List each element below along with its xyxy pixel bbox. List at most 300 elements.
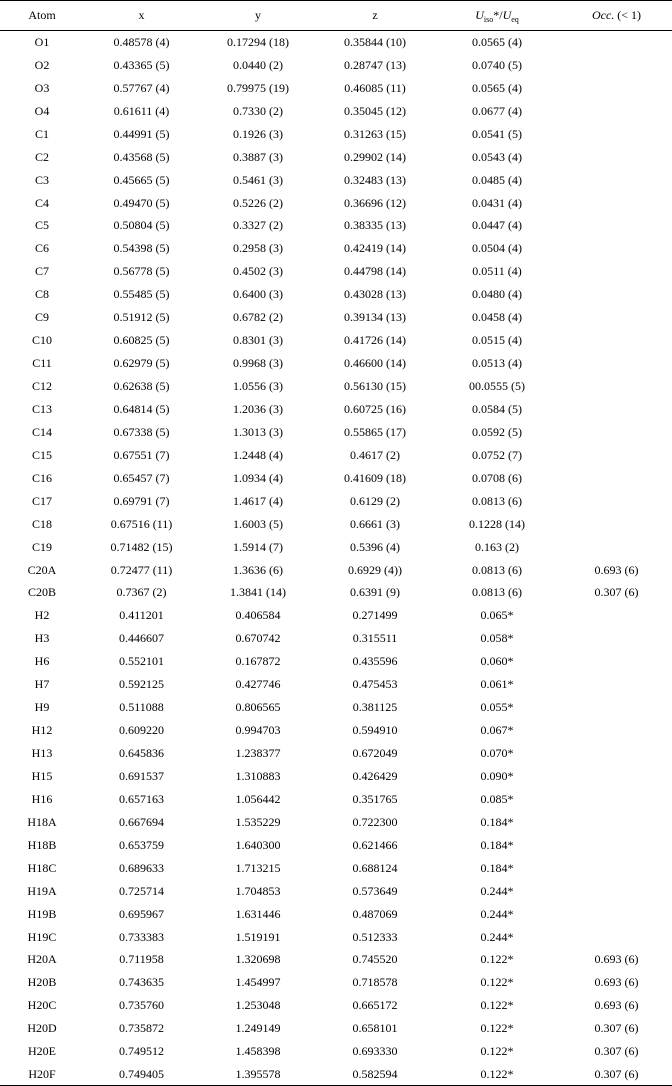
table-row xyxy=(0,99,672,122)
cell-z: 0.594910 xyxy=(352,723,398,738)
cell-uiso-ueq: 00.0555 (5) xyxy=(469,379,525,394)
cell-uiso-ueq: 0.058* xyxy=(480,631,514,646)
cell-z: 0.718578 xyxy=(352,975,398,990)
cell-z: 0.6129 (2) xyxy=(350,493,400,508)
cell-y: 0.4502 (3) xyxy=(233,264,283,279)
cell-x: 0.60825 (5) xyxy=(113,333,170,348)
cell-z: 0.5396 (4) xyxy=(350,539,400,554)
cell-atom: H20D xyxy=(27,1021,57,1036)
cell-x: 0.691537 xyxy=(119,768,164,783)
cell-y: 1.395578 xyxy=(199,1063,317,1086)
cell-z: 0.426429 xyxy=(352,768,398,783)
cell-atom: C10 xyxy=(31,333,52,348)
cell-occupancy xyxy=(561,696,672,719)
table-row xyxy=(0,604,672,627)
cell-y: 1.640300 xyxy=(235,837,281,852)
cell-y: 0.2958 (3) xyxy=(233,241,283,256)
cell-atom: C9 xyxy=(34,310,49,325)
cell-y: 0.79975 (19) xyxy=(227,80,289,95)
header-uiso-mid: */ xyxy=(493,7,503,22)
cell-z: 0.39134 (13) xyxy=(344,310,406,325)
cell-atom: H19A xyxy=(27,883,57,898)
cell-z: 0.271499 xyxy=(352,608,398,623)
cell-uiso-ueq: 0.090* xyxy=(480,768,514,783)
cell-z: 0.487069 xyxy=(352,906,398,921)
cell-uiso-ueq: 0.122* xyxy=(480,998,514,1013)
cell-occupancy xyxy=(561,352,672,375)
cell-x: 0.657163 xyxy=(119,791,164,806)
cell-atom: H12 xyxy=(31,723,53,738)
cell-y: 1.3013 (3) xyxy=(233,424,283,439)
cell-y: 0.17294 (18) xyxy=(227,35,289,50)
table-row xyxy=(0,443,672,466)
cell-x: 0.57767 (4) xyxy=(113,80,170,95)
table-row xyxy=(0,306,672,329)
header-uiso-u2: U xyxy=(502,7,512,22)
cell-occupancy: 0.307 (6) xyxy=(594,1021,639,1036)
cell-atom: H19B xyxy=(27,906,57,921)
cell-uiso-ueq: 0.0513 (4) xyxy=(472,356,522,371)
cell-z: 0.35045 (12) xyxy=(344,103,406,118)
cell-x: 0.45665 (5) xyxy=(113,172,170,187)
cell-uiso-ueq: 0.122* xyxy=(480,1021,514,1036)
cell-uiso-ueq: 0.0511 (4) xyxy=(472,264,522,279)
table-row xyxy=(0,31,672,54)
cell-occupancy xyxy=(561,375,672,398)
cell-y: 0.8301 (3) xyxy=(233,333,283,348)
table-row xyxy=(0,833,672,856)
table-row xyxy=(0,902,672,925)
cell-y: 1.2036 (3) xyxy=(233,401,283,416)
cell-z: 0.41609 (18) xyxy=(344,470,406,485)
cell-z: 0.621466 xyxy=(352,837,398,852)
header-occupancy xyxy=(561,1,672,31)
cell-z: 0.475453 xyxy=(352,677,398,692)
cell-uiso-ueq: 0.0504 (4) xyxy=(472,241,522,256)
cell-y: 1.0934 (4) xyxy=(233,470,283,485)
cell-uiso-ueq: 0.0752 (7) xyxy=(472,447,522,462)
cell-occupancy: 0.693 (6) xyxy=(594,952,639,967)
cell-occupancy xyxy=(561,742,672,765)
cell-y: 1.704853 xyxy=(235,883,281,898)
cell-occupancy: 0.693 (6) xyxy=(594,562,639,577)
cell-x: 0.62979 (5) xyxy=(113,356,170,371)
cell-atom: H9 xyxy=(34,700,50,715)
cell-uiso-ueq: 0.184* xyxy=(480,837,514,852)
cell-y: 0.670742 xyxy=(235,631,281,646)
cell-y: 0.6782 (2) xyxy=(233,310,283,325)
cell-x: 0.735872 xyxy=(119,1021,164,1036)
table-header xyxy=(0,1,672,31)
cell-z: 0.60725 (16) xyxy=(344,401,406,416)
cell-atom: O1 xyxy=(34,35,50,50)
cell-uiso-ueq: 0.0592 (5) xyxy=(472,424,522,439)
cell-y: 1.3841 (14) xyxy=(230,585,286,600)
cell-y: 1.238377 xyxy=(235,746,281,761)
cell-atom: H20A xyxy=(27,952,57,967)
cell-atom: C11 xyxy=(32,356,52,371)
table-row xyxy=(0,558,672,581)
cell-z: 0.6391 (9) xyxy=(350,585,400,600)
cell-occupancy xyxy=(561,879,672,902)
cell-x: 0.411201 xyxy=(119,608,164,623)
table-row xyxy=(0,856,672,879)
cell-uiso-ueq: 0.0740 (5) xyxy=(472,57,522,72)
cell-occupancy xyxy=(561,604,672,627)
cell-occupancy: 0.307 (6) xyxy=(561,1063,672,1086)
table-row xyxy=(0,948,672,971)
cell-y: 0.167872 xyxy=(235,654,281,669)
cell-uiso-ueq: 0.0480 (4) xyxy=(472,287,522,302)
cell-uiso-ueq: 0.122* xyxy=(480,1044,514,1059)
table-row xyxy=(0,650,672,673)
cell-z: 0.512333 xyxy=(352,929,398,944)
table-row xyxy=(0,420,672,443)
cell-occupancy xyxy=(561,443,672,466)
cell-occupancy: 0.307 (6) xyxy=(594,585,639,600)
cell-x: 0.743635 xyxy=(119,975,164,990)
cell-atom: O2 xyxy=(34,57,50,72)
cell-x: 0.67551 (7) xyxy=(113,447,170,462)
cell-occupancy xyxy=(561,53,672,76)
cell-y: 1.535229 xyxy=(235,814,281,829)
cell-atom: C15 xyxy=(31,447,52,462)
table-row xyxy=(0,76,672,99)
cell-z: 0.672049 xyxy=(352,746,398,761)
header-uiso-ueq xyxy=(433,1,561,31)
cell-uiso-ueq: 0.184* xyxy=(480,860,514,875)
header-atom: Atom xyxy=(0,1,84,31)
cell-x: 0.49470 (5) xyxy=(113,195,170,210)
cell-uiso-ueq: 0.0543 (4) xyxy=(472,149,522,164)
table-row xyxy=(0,765,672,788)
cell-z: 0.46085 (11) xyxy=(344,80,406,95)
cell-y: 0.5461 (3) xyxy=(233,172,283,187)
cell-x: 0.72477 (11) xyxy=(110,562,173,577)
cell-x: 0.667694 xyxy=(119,814,164,829)
cell-atom: C18 xyxy=(31,516,52,531)
cell-x: 0.65457 (7) xyxy=(113,470,170,485)
cell-occupancy xyxy=(561,306,672,329)
cell-x: 0.733383 xyxy=(119,929,164,944)
cell-uiso-ueq: 0.0813 (6) xyxy=(472,562,522,577)
cell-uiso-ueq: 0.1228 (14) xyxy=(469,516,525,531)
cell-x: 0.71482 (15) xyxy=(110,539,173,554)
cell-uiso-ueq: 0.122* xyxy=(433,1063,561,1086)
cell-x: 0.592125 xyxy=(119,677,164,692)
table-row xyxy=(0,466,672,489)
cell-atom: C3 xyxy=(34,172,49,187)
cell-y: 1.458398 xyxy=(235,1044,281,1059)
cell-uiso-ueq: 0.0458 (4) xyxy=(472,310,522,325)
cell-x: 0.609220 xyxy=(119,723,164,738)
cell-y: 1.2448 (4) xyxy=(233,447,283,462)
cell-occupancy xyxy=(561,856,672,879)
cell-y: 0.1926 (3) xyxy=(233,126,283,141)
table-row xyxy=(0,512,672,535)
cell-x: 0.44991 (5) xyxy=(113,126,170,141)
cell-x: 0.43365 (5) xyxy=(113,57,170,72)
cell-atom: C12 xyxy=(31,379,52,394)
cell-y: 1.249149 xyxy=(235,1021,281,1036)
cell-occupancy xyxy=(561,810,672,833)
cell-atom: C14 xyxy=(31,424,52,439)
cell-x: 0.62638 (5) xyxy=(113,379,170,394)
table-row xyxy=(0,925,672,948)
cell-z: 0.573649 xyxy=(352,883,398,898)
cell-uiso-ueq: 0.085* xyxy=(480,791,514,806)
cell-occupancy xyxy=(561,168,672,191)
cell-x: 0.689633 xyxy=(119,860,164,875)
cell-y: 0.406584 xyxy=(235,608,281,623)
cell-y: 1.6003 (5) xyxy=(233,516,283,531)
cell-z: 0.31263 (15) xyxy=(344,126,406,141)
cell-uiso-ueq: 0.0485 (4) xyxy=(472,172,522,187)
cell-y: 0.6400 (3) xyxy=(233,287,283,302)
cell-z: 0.4617 (2) xyxy=(350,447,400,462)
cell-atom: C13 xyxy=(31,401,52,416)
cell-z: 0.693330 xyxy=(352,1044,398,1059)
cell-occupancy xyxy=(561,122,672,145)
cell-occupancy xyxy=(561,99,672,122)
cell-occupancy xyxy=(561,329,672,352)
table-row xyxy=(0,329,672,352)
cell-z: 0.6661 (3) xyxy=(350,516,400,531)
table-row xyxy=(0,145,672,168)
cell-x: 0.50804 (5) xyxy=(113,218,170,233)
cell-atom: H20E xyxy=(28,1044,56,1059)
cell-y: 0.9968 (3) xyxy=(233,356,283,371)
cell-atom: H3 xyxy=(34,631,50,646)
cell-x: 0.51912 (5) xyxy=(113,310,170,325)
cell-uiso-ueq: 0.0447 (4) xyxy=(472,218,522,233)
cell-z: 0.351765 xyxy=(352,791,398,806)
cell-uiso-ueq: 0.0431 (4) xyxy=(472,195,522,210)
cell-z: 0.43028 (13) xyxy=(344,287,406,302)
cell-z: 0.46600 (14) xyxy=(344,356,406,371)
cell-uiso-ueq: 0.244* xyxy=(480,906,514,921)
cell-occupancy xyxy=(561,214,672,237)
cell-occupancy xyxy=(561,283,672,306)
table-row xyxy=(0,53,672,76)
cell-uiso-ueq: 0.0584 (5) xyxy=(472,401,522,416)
cell-occupancy xyxy=(561,145,672,168)
cell-atom: C4 xyxy=(34,195,49,210)
table-row xyxy=(0,994,672,1017)
cell-uiso-ueq: 0.244* xyxy=(480,883,514,898)
cell-x: 0.511088 xyxy=(119,700,164,715)
table-row xyxy=(0,581,672,604)
cell-atom: H15 xyxy=(31,768,53,783)
table-row xyxy=(0,742,672,765)
cell-y: 1.320698 xyxy=(235,952,281,967)
table-row xyxy=(0,696,672,719)
cell-uiso-ueq: 0.244* xyxy=(480,929,514,944)
header-uiso-sub1: iso xyxy=(483,14,494,24)
cell-atom: H18B xyxy=(27,837,57,852)
cell-z: 0.28747 (13) xyxy=(344,57,406,72)
table-row xyxy=(0,122,672,145)
table-row xyxy=(0,787,672,810)
cell-atom: C20B xyxy=(27,585,56,600)
cell-x: 0.725714 xyxy=(119,883,164,898)
cell-x: 0.749512 xyxy=(119,1044,164,1059)
header-x: x xyxy=(84,1,199,31)
cell-uiso-ueq: 0.0813 (6) xyxy=(472,493,522,508)
cell-x: 0.653759 xyxy=(119,837,164,852)
cell-y: 1.056442 xyxy=(235,791,281,806)
cell-y: 1.631446 xyxy=(235,906,281,921)
cell-z: 0.582594 xyxy=(317,1063,433,1086)
cell-x: 0.64814 (5) xyxy=(113,401,170,416)
cell-y: 0.5226 (2) xyxy=(233,195,283,210)
table-row xyxy=(0,879,672,902)
cell-atom: C17 xyxy=(31,493,52,508)
cell-y: 0.0440 (2) xyxy=(233,57,283,72)
cell-y: 0.3887 (3) xyxy=(233,149,283,164)
cell-atom: C5 xyxy=(34,218,49,233)
cell-y: 1.5914 (7) xyxy=(233,539,283,554)
cell-uiso-ueq: 0.184* xyxy=(480,814,514,829)
cell-y: 1.310883 xyxy=(235,768,281,783)
cell-occupancy: 0.307 (6) xyxy=(594,1044,639,1059)
cell-atom: H13 xyxy=(31,746,53,761)
cell-atom: H20F xyxy=(0,1063,84,1086)
cell-x: 0.61611 (4) xyxy=(113,103,170,118)
cell-z: 0.38335 (13) xyxy=(344,218,406,233)
cell-atom: H18A xyxy=(27,814,57,829)
cell-z: 0.32483 (13) xyxy=(344,172,406,187)
cell-uiso-ueq: 0.067* xyxy=(480,723,514,738)
cell-occupancy xyxy=(561,925,672,948)
cell-x: 0.7367 (2) xyxy=(116,585,167,600)
cell-atom: O3 xyxy=(34,80,50,95)
cell-atom: C1 xyxy=(34,126,49,141)
cell-uiso-ueq: 0.0541 (5) xyxy=(472,126,522,141)
cell-atom: C19 xyxy=(31,539,52,554)
cell-uiso-ueq: 0.061* xyxy=(480,677,514,692)
table-row xyxy=(0,673,672,696)
cell-y: 1.4617 (4) xyxy=(233,493,283,508)
cell-atom: C6 xyxy=(34,241,49,256)
cell-z: 0.56130 (15) xyxy=(344,379,406,394)
cell-x: 0.48578 (4) xyxy=(113,35,170,50)
table-row xyxy=(0,1017,672,1040)
cell-y: 1.454997 xyxy=(235,975,281,990)
cell-y: 1.0556 (3) xyxy=(233,379,283,394)
table-row xyxy=(0,237,672,260)
cell-x: 0.54398 (5) xyxy=(113,241,170,256)
cell-uiso-ueq: 0.0565 (4) xyxy=(472,35,522,50)
cell-occupancy xyxy=(561,833,672,856)
cell-z: 0.41726 (14) xyxy=(344,333,406,348)
table-body xyxy=(0,31,672,1086)
cell-occupancy xyxy=(561,535,672,558)
cell-x: 0.711958 xyxy=(119,952,164,967)
cell-y: 0.806565 xyxy=(235,700,281,715)
header-uiso-sub2: eq xyxy=(511,14,519,24)
cell-uiso-ueq: 0.0677 (4) xyxy=(472,103,522,118)
cell-y: 1.3636 (6) xyxy=(233,562,283,577)
table-row xyxy=(0,214,672,237)
cell-occupancy xyxy=(561,398,672,421)
cell-z: 0.688124 xyxy=(352,860,398,875)
cell-z: 0.665172 xyxy=(352,998,398,1013)
cell-atom: H18C xyxy=(27,860,57,875)
cell-atom: C7 xyxy=(34,264,49,279)
cell-y: 0.3327 (2) xyxy=(233,218,283,233)
cell-uiso-ueq: 0.0813 (6) xyxy=(472,585,522,600)
cell-x: 0.735760 xyxy=(119,998,164,1013)
cell-uiso-ueq: 0.0515 (4) xyxy=(472,333,522,348)
cell-uiso-ueq: 0.122* xyxy=(480,975,514,990)
cell-occupancy xyxy=(561,191,672,214)
cell-occupancy xyxy=(561,787,672,810)
header-y: y xyxy=(199,1,317,31)
cell-atom: C16 xyxy=(31,470,52,485)
header-row xyxy=(0,1,672,31)
table-row xyxy=(0,810,672,833)
cell-x: 0.695967 xyxy=(119,906,164,921)
cell-x: 0.446607 xyxy=(119,631,164,646)
table-row xyxy=(0,1040,672,1063)
cell-occupancy xyxy=(561,420,672,443)
cell-atom: H2 xyxy=(34,608,50,623)
cell-y: 1.253048 xyxy=(235,998,281,1013)
cell-occupancy xyxy=(561,466,672,489)
cell-occupancy xyxy=(561,237,672,260)
cell-y: 1.519191 xyxy=(235,929,281,944)
table-row xyxy=(0,168,672,191)
cell-atom: C20A xyxy=(27,562,57,577)
table-row xyxy=(0,489,672,512)
cell-occupancy xyxy=(561,719,672,742)
cell-y: 0.427746 xyxy=(235,677,281,692)
header-occ-rest: (< 1) xyxy=(614,8,642,22)
table-row xyxy=(0,627,672,650)
cell-z: 0.55865 (17) xyxy=(344,424,406,439)
cell-occupancy xyxy=(561,31,672,54)
cell-occupancy: 0.693 (6) xyxy=(594,975,639,990)
cell-x: 0.56778 (5) xyxy=(113,264,170,279)
cell-uiso-ueq: 0.060* xyxy=(480,654,514,669)
table-row xyxy=(0,352,672,375)
cell-y: 1.713215 xyxy=(235,860,281,875)
table-row xyxy=(0,971,672,994)
cell-z: 0.658101 xyxy=(352,1021,398,1036)
header-occ-italic: Occ. xyxy=(591,8,615,22)
cell-x: 0.552101 xyxy=(119,654,164,669)
header-uiso-u1: U xyxy=(475,7,484,22)
cell-x: 0.43568 (5) xyxy=(113,149,170,164)
cell-z: 0.29902 (14) xyxy=(344,149,406,164)
header-z: z xyxy=(317,1,433,31)
cell-z: 0.42419 (14) xyxy=(344,241,406,256)
cell-x: 0.67516 (11) xyxy=(110,516,173,531)
table-row xyxy=(0,1063,672,1086)
cell-x: 0.69791 (7) xyxy=(113,493,170,508)
cell-z: 0.44798 (14) xyxy=(344,264,406,279)
cell-atom: C8 xyxy=(34,287,49,302)
cell-atom: H7 xyxy=(34,677,50,692)
cell-occupancy xyxy=(561,512,672,535)
cell-uiso-ueq: 0.065* xyxy=(480,608,514,623)
cell-z: 0.381125 xyxy=(352,700,398,715)
cell-occupancy xyxy=(561,902,672,925)
cell-uiso-ueq: 0.055* xyxy=(480,700,514,715)
cell-z: 0.315511 xyxy=(352,631,398,646)
cell-x: 0.645836 xyxy=(119,746,164,761)
